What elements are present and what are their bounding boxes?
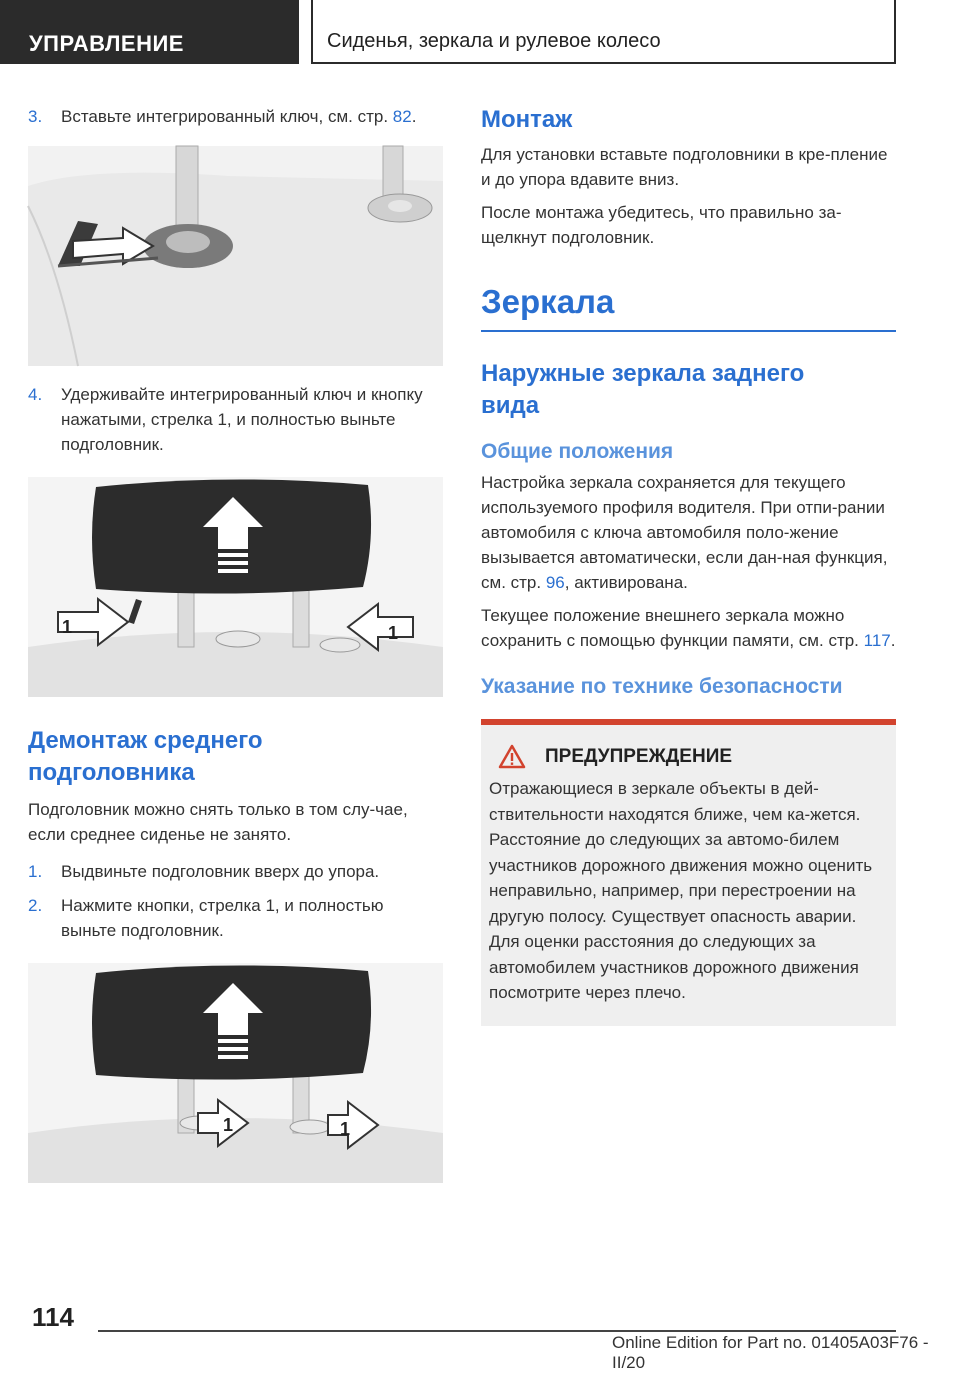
step-number: 2. (28, 896, 43, 915)
step-text: Нажмите кнопки, стрелка 1, и полностью выньте подголовник. (61, 896, 384, 940)
warning-box (481, 719, 896, 1026)
step-number: 3. (28, 107, 43, 126)
general-paragraph-1: Настройка зеркала сохраняется для текущего используемого профиля водителя. При отпи-рании автомобиля с ключа автомобиля поло-жение вызывается автоматически, если дан-ная функция, см. стр. 96, активирована. (481, 473, 888, 592)
mount-paragraph-2: После монтажа убедитесь, что правильно за-щелкнут подголовник. (481, 203, 842, 247)
step-2 (28, 893, 443, 943)
right-column (481, 104, 896, 1026)
warning-heading (499, 745, 888, 768)
figure-middle-headrest (28, 963, 443, 1183)
step-text: Вставьте интегрированный ключ, см. стр. 82. (61, 107, 417, 126)
step-1 (28, 859, 443, 884)
step-number: 4. (28, 385, 43, 404)
mount-paragraph-1: Для установки вставьте подголовники в кре-пление и до упора вдавите вниз. (481, 145, 888, 189)
step-text: Выдвиньте подголовник вверх до упора. (61, 862, 380, 881)
header-section-tab: УПРАВЛЕНИЕ (0, 0, 299, 64)
figure-label-right: 1 (388, 623, 399, 643)
page-link-117[interactable]: 117 (863, 631, 891, 650)
removal-title: Демонтаж среднего подголовника (28, 727, 263, 786)
footer-divider (98, 1330, 896, 1332)
step-text: Удерживайте интегрированный ключ и кнопку нажатыми, стрелка 1, и полностью выньте подголовник. (61, 385, 423, 454)
figure-label-left: 1 (223, 1115, 234, 1135)
safety-title: Указание по технике безопасности (481, 675, 843, 698)
warning-triangle-icon (499, 745, 525, 768)
warning-text: Отражающиеся в зеркале объекты в дей-ствительности находятся ближе, чем ка-жется. Расстояние до следующих за автомо-билем участников дорожного движения можно оценить неправильно, например, при перестроении на другую полосу. Существует опасность аварии. Для оценки расстояния до следующих за автомобилем участников дорожного движения посмотрите через плечо. (489, 779, 873, 1002)
page-link-82[interactable]: 82 (392, 107, 412, 126)
removal-text: Подголовник можно снять только в том слу-чае, если среднее сиденье не занято. (28, 800, 408, 844)
outer-mirrors-title: Наружные зеркала заднего вида (481, 360, 805, 419)
step-3 (28, 104, 443, 129)
warning-title: ПРЕДУПРЕЖДЕНИЕ (545, 745, 733, 767)
left-column (28, 104, 443, 1183)
header-chapter-title: Сиденья, зеркала и рулевое колесо (311, 0, 896, 64)
page-link-96[interactable]: 96 (545, 573, 565, 592)
step-4 (28, 382, 443, 457)
figure-headrest-pull (28, 477, 443, 697)
mirrors-title: Зеркала (481, 283, 615, 320)
figure-label-left: 1 (62, 617, 73, 637)
general-title: Общие положения (481, 440, 674, 463)
section-divider (481, 330, 896, 332)
figure-integrated-key (28, 146, 443, 366)
mount-title: Монтаж (481, 106, 573, 133)
figure-label-right: 1 (340, 1119, 351, 1139)
general-paragraph-2: Текущее положение внешнего зеркала можно сохранить с помощью функции памяти, см. стр. 117. (481, 606, 896, 650)
edition-info: Online Edition for Part no. 01405A03F76 - II/20 (612, 1333, 929, 1372)
page-number: 114 (32, 1302, 74, 1332)
step-number: 1. (28, 862, 43, 881)
